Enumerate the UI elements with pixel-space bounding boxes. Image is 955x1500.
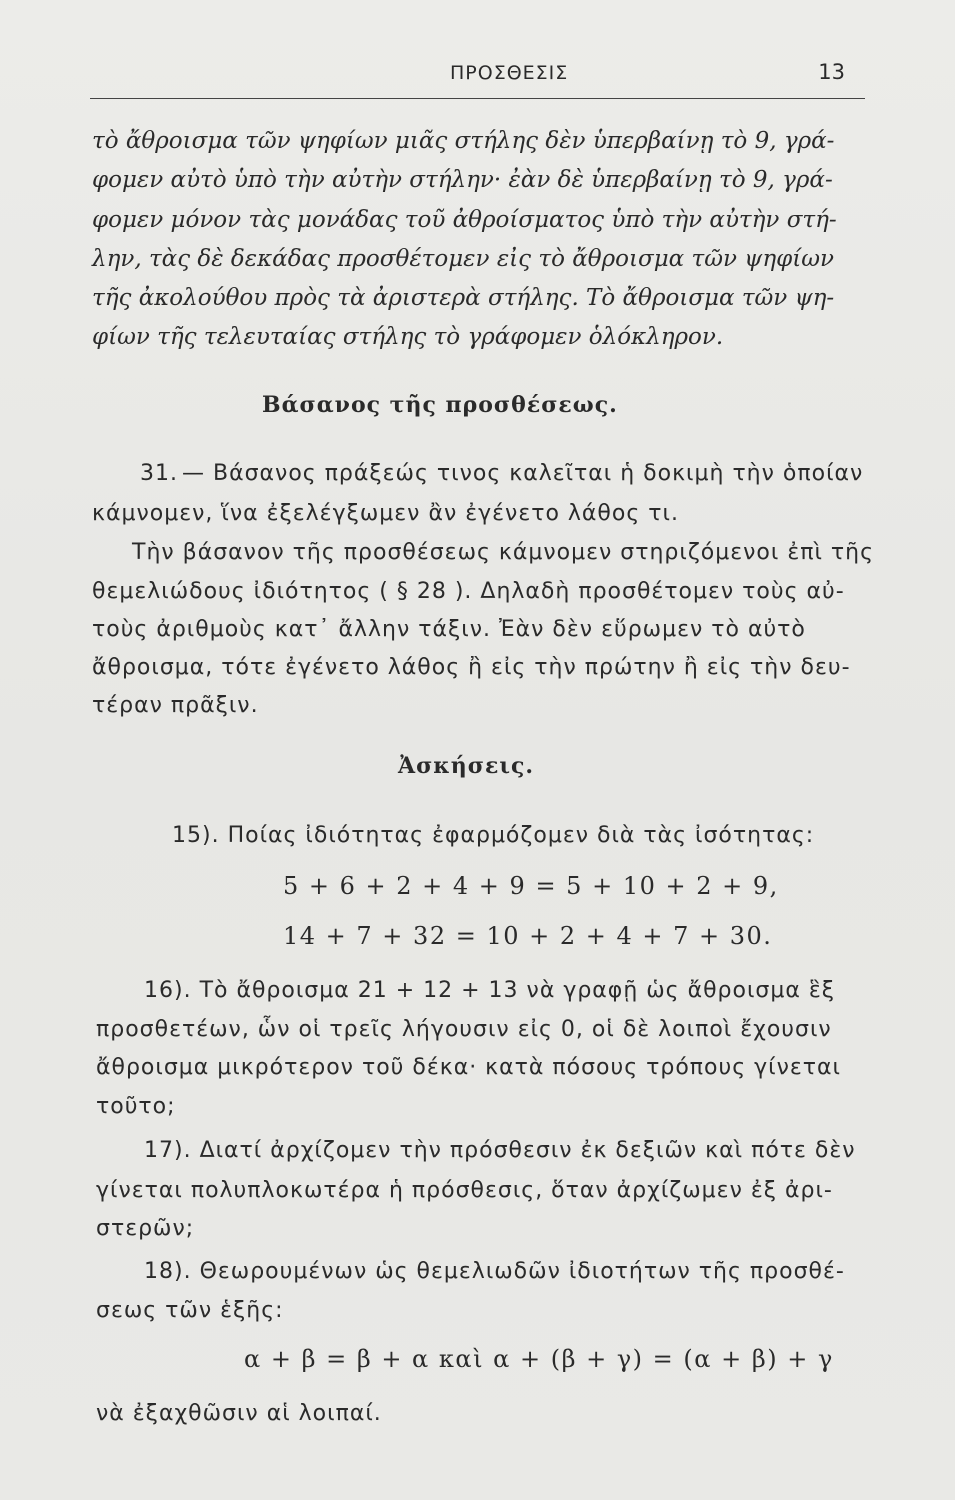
running-title: ΠΡΟΣΘΕΣΙΣ: [450, 62, 569, 84]
intro-line: φομεν μόνον τὰς μονάδας τοῦ ἀθροίσματος ὑπὸ τὴν αὐτὴν στή-: [92, 207, 837, 233]
exercise-17-line: γίνεται πολυπλοκωτέρα ἡ πρόσθεσις, ὅταν ἀρχίζωμεν ἐξ ἀρι-: [96, 1178, 833, 1203]
exercises-heading: Ἀσκήσεις.: [398, 753, 535, 779]
exercise-17-line: 17). Διατί ἀρχίζομεν τὴν πρόσθεσιν ἐκ δεξιῶν καὶ πότε δὲν: [144, 1138, 856, 1163]
intro-line: φομεν αὐτὸ ὑπὸ τὴν αὐτὴν στήλην· ἐὰν δὲ ὑπερβαίνῃ τὸ 9, γρά-: [92, 167, 833, 193]
paragraph-line: Τὴν βάσανον τῆς προσθέσεως κάμνομεν στηριζόμενοι ἐπὶ τῆς: [132, 540, 875, 565]
section-heading: Βάσανος τῆς προσθέσεως.: [262, 392, 618, 418]
exercise-17-line: στερῶν;: [96, 1216, 195, 1241]
intro-line: λην, τὰς δὲ δεκάδας προσθέτομεν εἰς τὸ ἄθροισμα τῶν ψηφίων: [92, 246, 834, 272]
exercise-16-line: ἄθροισμα μικρότερον τοῦ δέκα· κατὰ πόσους τρόπους γίνεται: [96, 1055, 841, 1080]
intro-line: φίων τῆς τελευταίας στήλης τὸ γράφομεν ὁλόκληρον.: [92, 324, 724, 350]
exercise-15-formula-2: 14 + 7 + 32 = 10 + 2 + 4 + 7 + 30.: [283, 922, 773, 950]
running-header: [90, 58, 865, 99]
intro-line: τῆς ἀκολούθου πρὸς τὰ ἀριστερὰ στήλης. Τὸ ἄθροισμα τῶν ψη-: [92, 285, 835, 311]
paragraph-line: κάμνομεν, ἵνα ἐξελέγξωμεν ἂν ἐγένετο λάθος τι.: [92, 501, 679, 526]
exercise-16-line: 16). Τὸ ἄθροισμα 21 + 12 + 13 νὰ γραφῇ ὡς ἄθροισμα ἓξ: [144, 978, 836, 1003]
exercise-18-formula: α + β = β + α καὶ α + (β + γ) = (α + β) + γ: [244, 1345, 834, 1373]
intro-line: τὸ ἄθροισμα τῶν ψηφίων μιᾶς στήλης δὲν ὑπερβαίνῃ τὸ 9, γρά-: [92, 128, 835, 154]
paragraph-number: 31.: [140, 461, 178, 486]
paragraph-line: θεμελιώδους ἰδιότητος ( § 28 ). Δηλαδὴ προσθέτομεν τοὺς αὐ-: [92, 579, 845, 604]
exercise-18-last-line: νὰ ἐξαχθῶσιν αἱ λοιπαί.: [96, 1401, 382, 1426]
exercise-16-line: τοῦτο;: [96, 1094, 176, 1119]
exercise-15-text: 15). Ποίας ἰδιότητας ἐφαρμόζομεν διὰ τὰς ἰσότητας:: [172, 823, 815, 848]
exercise-16-line: προσθετέων, ὧν οἱ τρεῖς λήγουσιν εἰς 0, οἱ δὲ λοιποὶ ἔχουσιν: [96, 1017, 832, 1042]
exercise-18-line: σεως τῶν ἑξῆς:: [96, 1298, 284, 1323]
paragraph-line: τοὺς ἀριθμοὺς κατ᾿ ἄλλην τάξιν. Ἐὰν δὲν εὕρωμεν τὸ αὐτὸ: [92, 617, 806, 642]
paragraph-line: ἄθροισμα, τότε ἐγένετο λάθος ἢ εἰς τὴν πρώτην ἢ εἰς τὴν δευ-: [92, 655, 851, 680]
exercise-15-formula-1: 5 + 6 + 2 + 4 + 9 = 5 + 10 + 2 + 9,: [283, 872, 779, 900]
exercise-18-line: 18). Θεωρουμένων ὡς θεμελιωδῶν ἰδιοτήτων τῆς προσθέ-: [144, 1259, 845, 1284]
paragraph-line: — Βάσανος πράξεώς τινος καλεῖται ἡ δοκιμὴ τὴν ὁποίαν: [182, 461, 864, 486]
paragraph-line: τέραν πρᾶξιν.: [92, 693, 259, 718]
page-number: 13: [818, 60, 845, 84]
